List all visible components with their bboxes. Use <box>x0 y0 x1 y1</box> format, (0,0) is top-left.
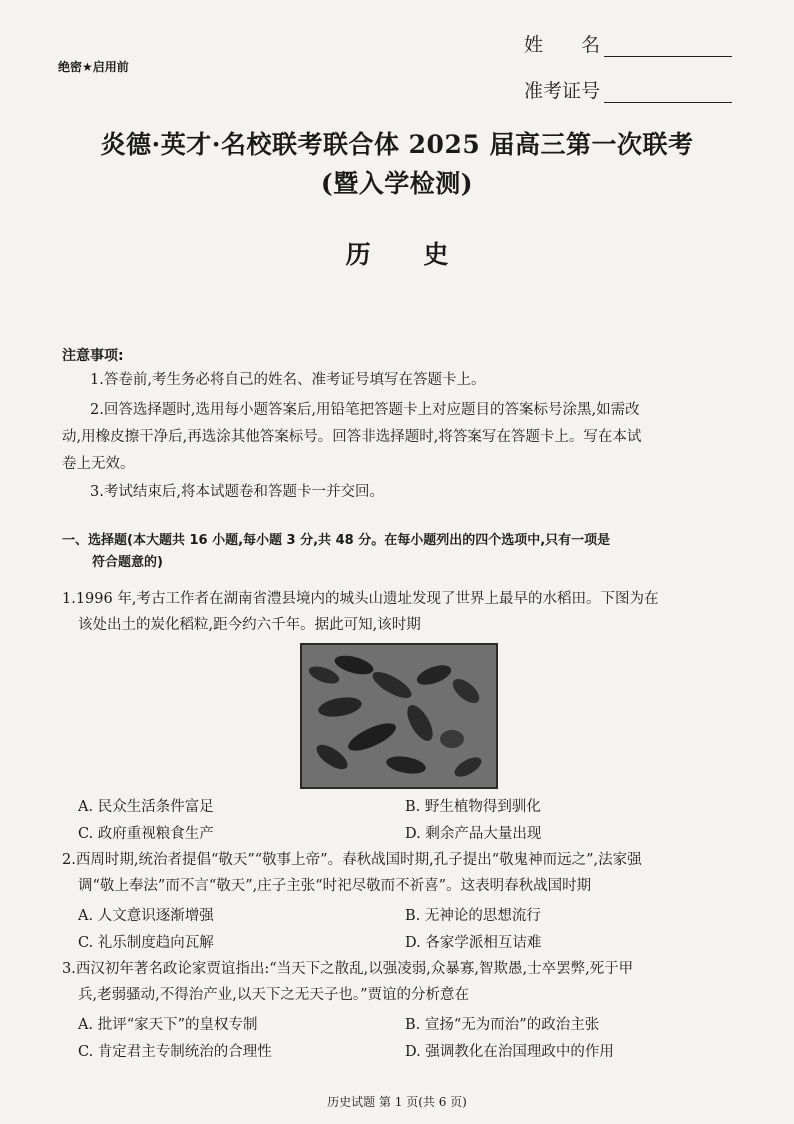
question-3-option-d: D. 强调教化在治国理政中的作用 <box>405 1044 614 1060</box>
exam-id-field <box>524 76 732 103</box>
section-heading-line2: 符合题意的) <box>92 555 163 570</box>
note-1: 1.答卷前,考生务必将自己的姓名、准考证号填写在答题卡上。 <box>90 372 486 388</box>
confidential-mark: 绝密★启用前 <box>58 60 129 74</box>
rice-grains-image <box>302 645 496 787</box>
question-3-line1: 3.西汉初年著名政论家贾谊指出:“当天下之散乱,以强凌弱,众暴寡,智欺愚,士卒罢弊,死于甲 <box>62 961 634 977</box>
name-field <box>524 30 732 57</box>
note-2-end: 卷上无效。 <box>62 456 135 472</box>
question-2-option-c: C. 礼乐制度趋向瓦解 <box>78 935 214 951</box>
exam-id-blank[interactable] <box>604 82 732 103</box>
question-2-line2: 调“敬上奉法”而不言“敬天”,庄子主张“时祀尽敬而不祈喜”。这表明春秋战国时期 <box>78 878 592 894</box>
section-heading <box>62 530 752 574</box>
exam-title: 炎德·英才·名校联考联合体 2025 届高三第一次联考 <box>100 130 694 159</box>
name-label: 姓 名 <box>524 34 601 56</box>
question-1-option-a: A. 民众生活条件富足 <box>78 799 214 815</box>
note-2-cont: 动,用橡皮擦干净后,再选涂其他答案标号。回答非选择题时,将答案写在答题卡上。写在本试 <box>62 429 642 445</box>
question-1-option-b: B. 野生植物得到驯化 <box>405 799 541 815</box>
question-3-option-c: C. 肯定君主专制统治的合理性 <box>78 1044 272 1060</box>
question-3-line2: 兵,老弱骚动,不得治产业,以天下之无天子也。”贾谊的分析意在 <box>78 987 469 1003</box>
question-1-line1: 1.1996 年,考古工作者在湖南省澧县境内的城头山遗址发现了世界上最早的水稻田。下图为在 <box>62 591 659 607</box>
question-2-option-a: A. 人文意识逐渐增强 <box>78 908 214 924</box>
page-footer: 历史试题 第 1 页(共 6 页) <box>327 1095 467 1109</box>
name-blank[interactable] <box>604 36 732 57</box>
question-2-option-b: B. 无神论的思想流行 <box>405 908 541 924</box>
exam-id-label: 准考证号 <box>524 80 601 102</box>
question-3-option-a: A. 批评“家天下”的皇权专制 <box>78 1017 258 1033</box>
note-2: 2.回答选择题时,选用每小题答案后,用铅笔把答题卡上对应题目的答案标号涂黑,如需改 <box>90 402 640 418</box>
question-1-line2: 该处出土的炭化稻粒,距今约六千年。据此可知,该时期 <box>78 617 421 633</box>
question-2-option-d: D. 各家学派相互诘难 <box>405 935 542 951</box>
section-heading-line1: 一、选择题(本大题共 16 小题,每小题 3 分,共 48 分。在每小题列出的四个选项中,只有一项是 <box>62 533 611 548</box>
notes-heading: 注意事项: <box>62 348 124 364</box>
exam-subtitle: (暨入学检测) <box>320 169 474 198</box>
question-1-option-d: D. 剩余产品大量出现 <box>405 826 542 842</box>
note-3: 3.考试结束后,将本试题卷和答题卡一并交回。 <box>90 484 384 500</box>
question-1-option-c: C. 政府重视粮食生产 <box>78 826 214 842</box>
question-2-line1: 2.西周时期,统治者提倡“敬天”“敬事上帝”。春秋战国时期,孔子提出“敬鬼神而远之”,法家强 <box>62 852 642 868</box>
carbonized-rice-photo <box>300 643 498 789</box>
subject-title: 历 史 <box>345 240 471 269</box>
question-3-option-b: B. 宣扬“无为而治”的政治主张 <box>405 1017 600 1033</box>
